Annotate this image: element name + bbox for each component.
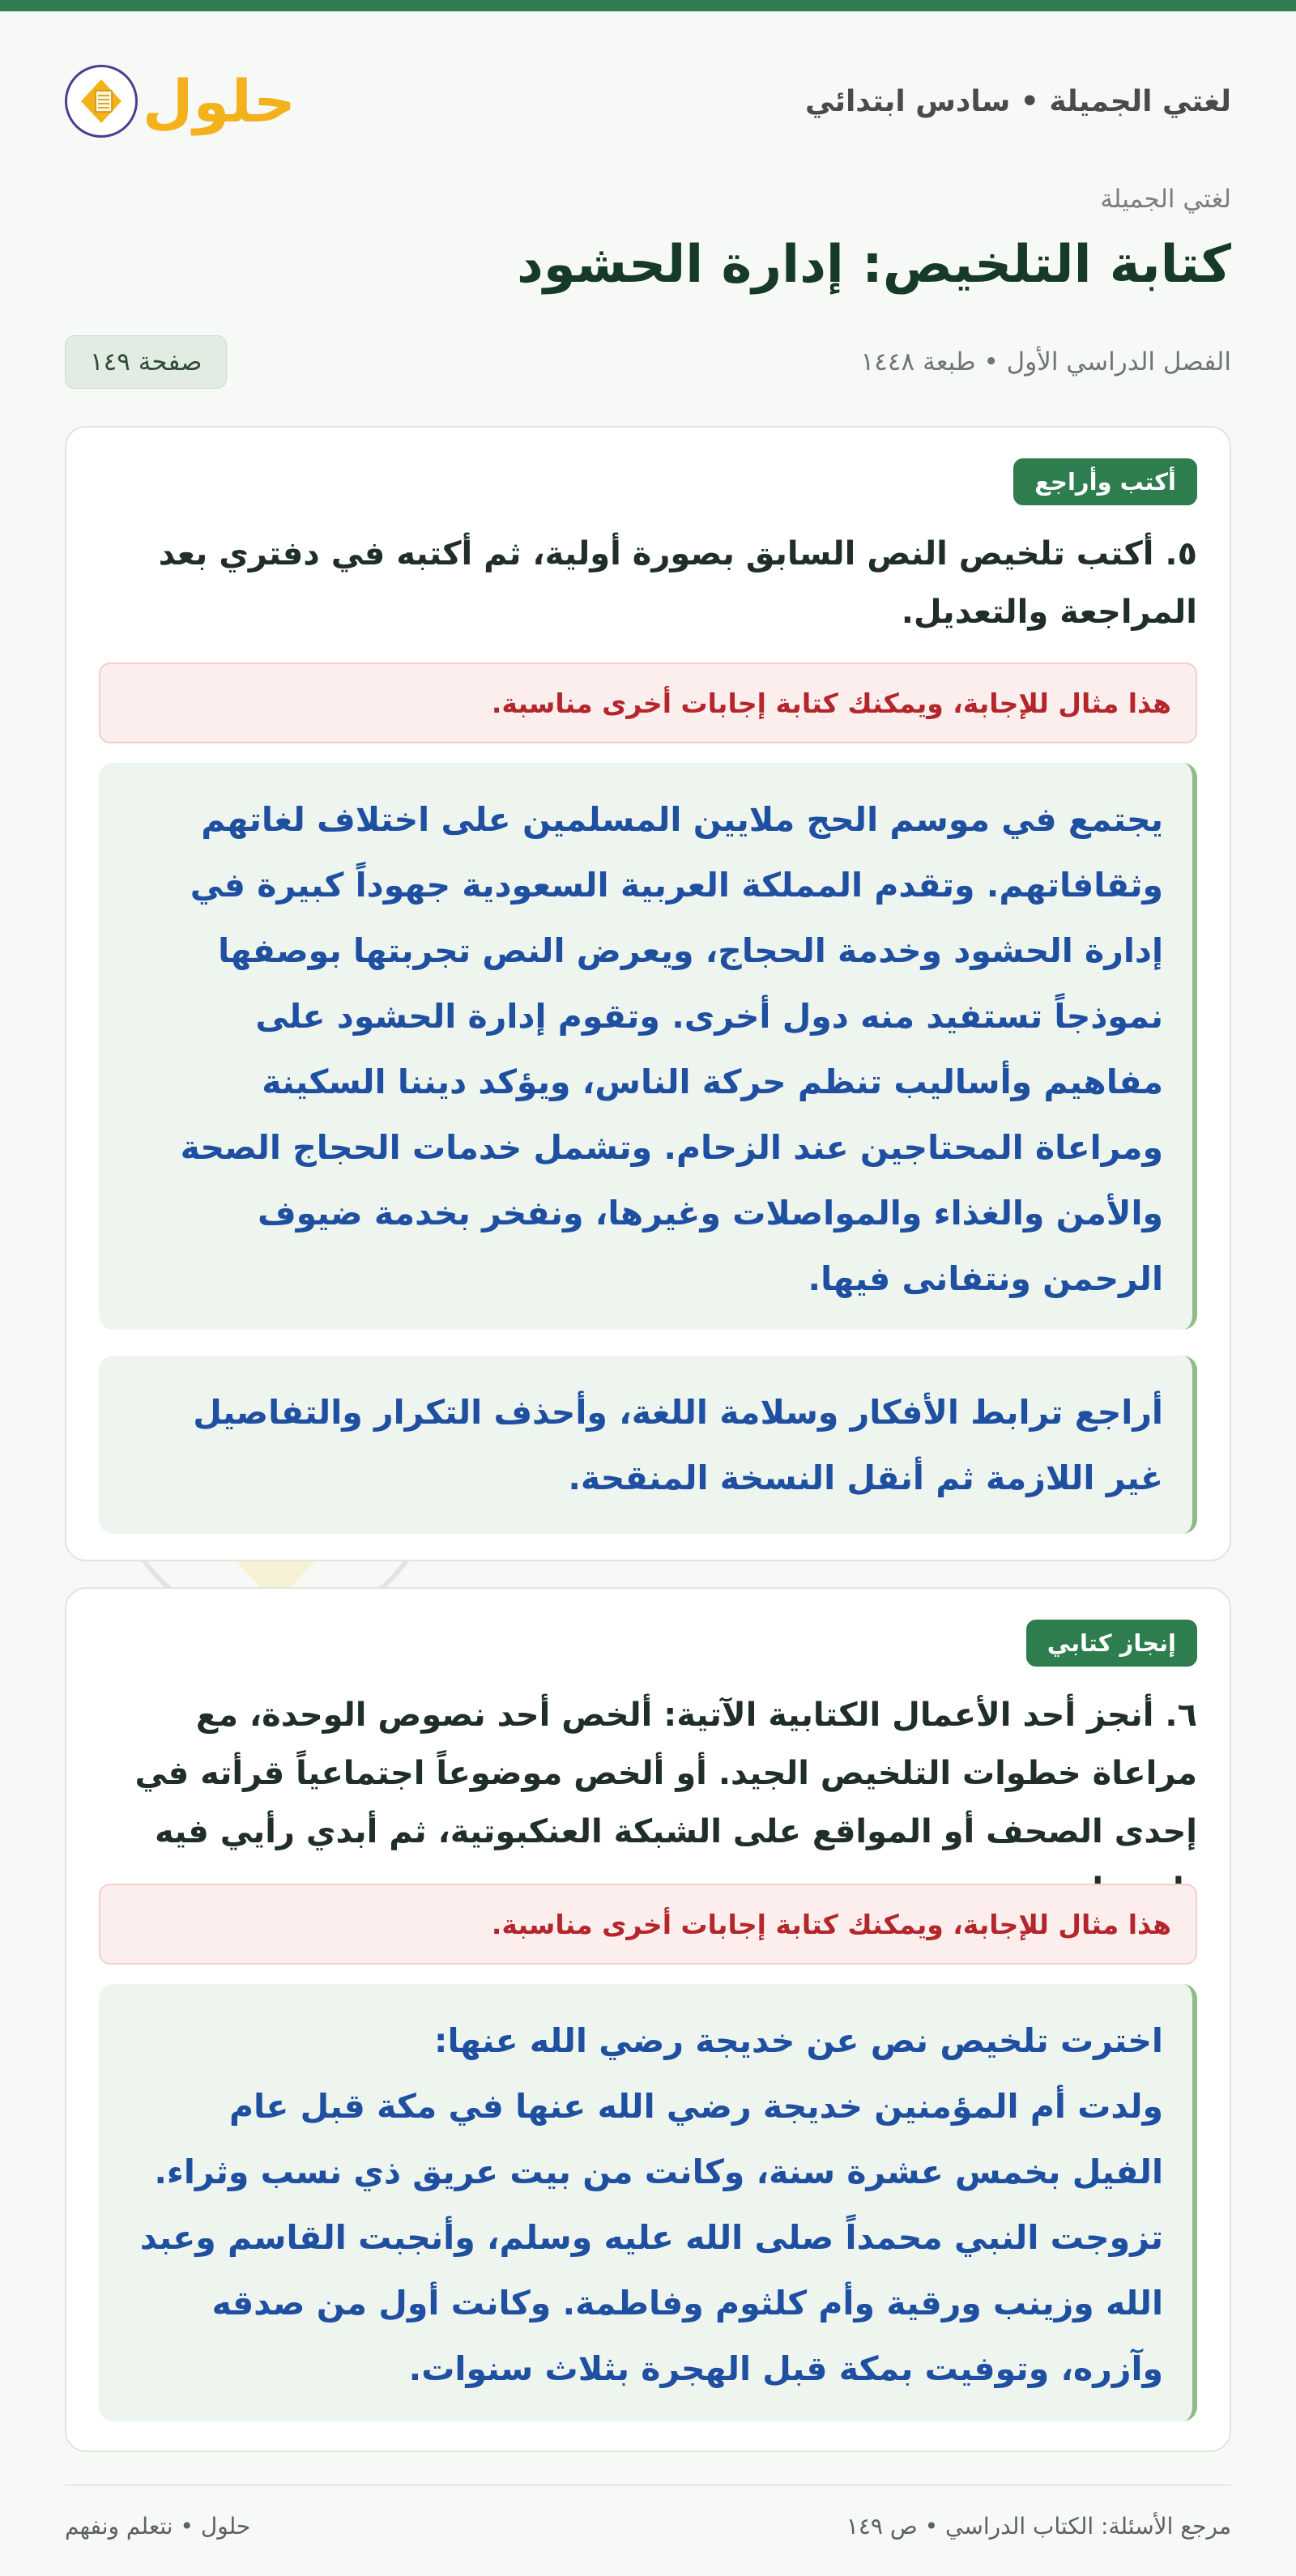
page-subtitle: لغتي الجميلة — [1100, 185, 1231, 214]
answer-box — [99, 1984, 1197, 2421]
section-tag: أكتب وأراجع — [1013, 458, 1197, 505]
top-accent-bar — [0, 0, 1296, 11]
answer-text: ولدت أم المؤمنين خديجة رضي الله عنها في مكة قبل عام الفيل بخمس عشرة سنة، وكانت من بيت عريق ذي نسب وثراء. تزوجت النبي محمداً صلى الله عليه وسلم، وأنجبت القاسم وعبد الله وزينب ورقية وأم كلثوم وفاطمة. وكانت أول من صدقه وآزره، وتوفيت بمكة قبل الهجرة بثلاث سنوات. — [139, 2087, 1163, 2388]
question-card-6 — [65, 1587, 1231, 2452]
footer-reference: مرجع الأسئلة: الكتاب الدراسي • ص ١٤٩ — [846, 2512, 1231, 2540]
page-title: كتابة التلخيص: إدارة الحشود — [517, 235, 1231, 295]
meta-row — [65, 332, 1231, 392]
footer-brand[interactable]: حلول • نتعلم ونفهم — [65, 2512, 251, 2540]
answer-box-review — [99, 1356, 1197, 1534]
answer-text: أراجع ترابط الأفكار وسلامة اللغة، وأحذف التكرار والتفاصيل غير اللازمة ثم أنقل النسخة المنقحة. — [193, 1393, 1163, 1497]
page-footer — [65, 2484, 1231, 2565]
question-card-5 — [65, 426, 1231, 1561]
answer-intro: اخترت تلخيص نص عن خديجة رضي الله عنها: — [434, 2021, 1163, 2060]
header-title: لغتي الجميلة • سادس ابتدائي — [805, 84, 1231, 118]
question-text: ٥. أكتب تلخيص النص السابق بصورة أولية، ثم أكتبه في دفتري بعد المراجعة والتعديل. — [158, 535, 1197, 631]
site-logo[interactable] — [65, 65, 296, 138]
logo-wordmark: حلول — [143, 67, 296, 135]
answer-text: يجتمع في موسم الحج ملايين المسلمين على اختلاف لغاتهم وثقافاتهم. وتقدم المملكة العربية السعودية جهوداً كبيرة في إدارة الحشود وخدمة الحجاج، ويعرض النص تجربتها بوصفها نموذجاً تستفيد منه دول أخرى. وتقوم إدارة الحشود على مفاهيم وأساليب تنظم حركة الناس، ويؤكد ديننا السكينة ومراعاة المحتاجين عند الزحام. وتشمل خدمات الحجاج الصحة والأمن والغذاء والمواصلات وغيرها، ونفخر بخدمة ضيوف الرحمن ونتفانى فيها. — [180, 800, 1163, 1298]
section-tag: إنجاز كتابي — [1026, 1620, 1197, 1667]
answer-note: هذا مثال للإجابة، ويمكنك كتابة إجابات أخرى مناسبة. — [99, 1884, 1197, 1965]
question-text: ٦. أنجز أحد الأعمال الكتابية الآتية: ألخص أحد نصوص الوحدة، مع مراعاة خطوات التلخيص الجيد. أو ألخص موضوعاً اجتماعياً قرأته في إحدى الصحف أو المواقع على الشبكة العنكبوتية، ثم أبدي رأيي فيه — [134, 1697, 1197, 1850]
term-edition: الفصل الدراسي الأول • طبعة ١٤٤٨ — [860, 347, 1231, 377]
answer-box — [99, 763, 1197, 1330]
site-header — [65, 49, 1231, 154]
page-number-badge: صفحة ١٤٩ — [65, 335, 227, 389]
answer-note: هذا مثال للإجابة، ويمكنك كتابة إجابات أخرى مناسبة. — [99, 662, 1197, 743]
book-icon — [65, 65, 138, 138]
